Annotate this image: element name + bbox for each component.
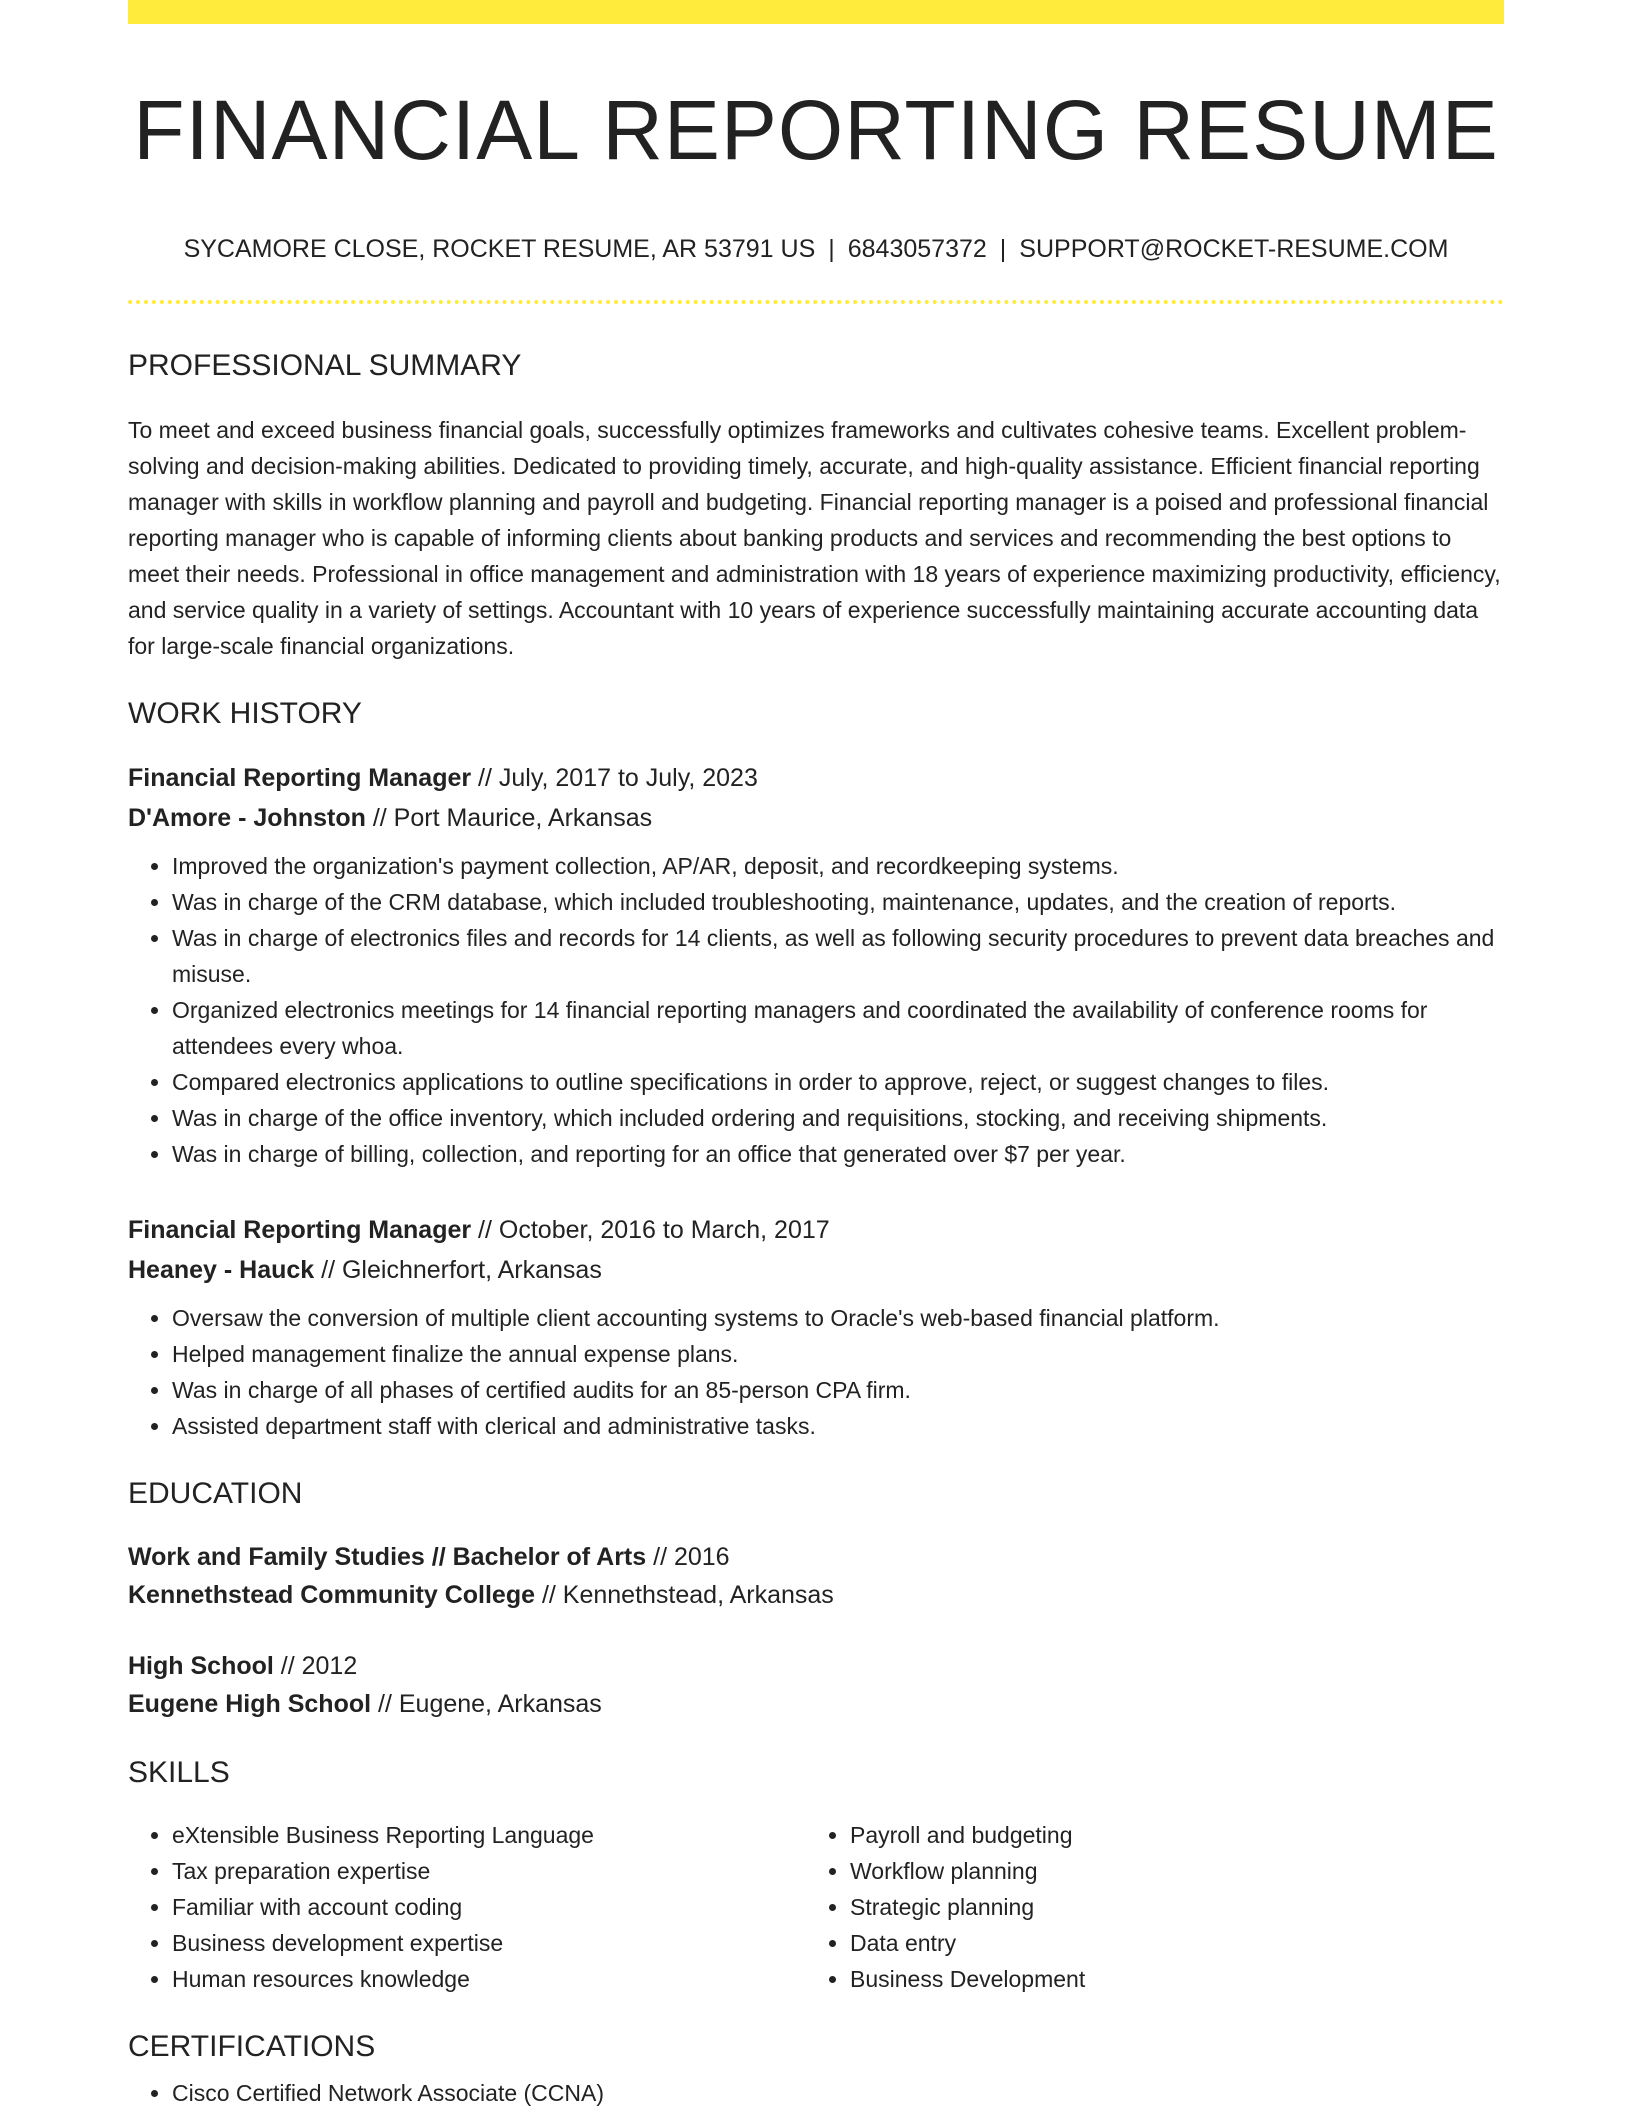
job-title: Financial Reporting Manager bbox=[128, 1216, 472, 1245]
job-title-line bbox=[128, 1210, 1504, 1250]
list-item: • Was in charge of the CRM database, which included troubleshooting, maintenance, updates, and the creation of reports. bbox=[172, 884, 1504, 920]
education-entry bbox=[128, 1538, 1504, 1614]
job-title-line bbox=[128, 758, 1504, 798]
job-bullets bbox=[128, 848, 1504, 1172]
list-item: • Organized electronics meetings for 14 financial reporting managers and coordinated the availability of conference rooms for attendees every whoa. bbox=[172, 992, 1504, 1064]
education-school: Kennethstead Community College bbox=[128, 1581, 535, 1610]
skills-column-left bbox=[128, 1817, 806, 1997]
list-item: • Tax preparation expertise bbox=[172, 1853, 806, 1889]
list-item: • Data entry bbox=[850, 1925, 1484, 1961]
list-item: • Was in charge of all phases of certified audits for an 85-person CPA firm. bbox=[172, 1372, 1504, 1408]
contact-line bbox=[128, 234, 1504, 264]
dotted-divider bbox=[128, 300, 1504, 304]
list-item: • Business Development bbox=[850, 1961, 1484, 1997]
job-company: D'Amore - Johnston bbox=[128, 804, 366, 833]
list-item: • Workflow planning bbox=[850, 1853, 1484, 1889]
education-entry bbox=[128, 1647, 1504, 1723]
skills-columns bbox=[128, 1817, 1504, 1997]
resume-title: FINANCIAL REPORTING RESUME bbox=[133, 83, 1499, 177]
list-item: • Was in charge of electronics files and records for 14 clients, as well as following security procedures to prevent data breaches and misuse. bbox=[172, 920, 1504, 992]
list-item: • Payroll and budgeting bbox=[850, 1817, 1484, 1853]
education-year: // 2012 bbox=[273, 1652, 358, 1681]
education-school: Eugene High School bbox=[128, 1690, 372, 1719]
list-item: • Oversaw the conversion of multiple client accounting systems to Oracle's web-based financial platform. bbox=[172, 1300, 1504, 1336]
job-bullets bbox=[128, 1300, 1504, 1444]
education-location: // Eugene, Arkansas bbox=[371, 1690, 602, 1719]
education-degree-line bbox=[128, 1647, 1504, 1685]
list-item: • Compared electronics applications to outline specifications in order to approve, reject, or suggest changes to files. bbox=[172, 1064, 1504, 1100]
job-entry bbox=[128, 1210, 1504, 1444]
list-item: • Was in charge of billing, collection, and reporting for an office that generated over $7 per year. bbox=[172, 1136, 1504, 1172]
job-dates: // July, 2017 to July, 2023 bbox=[471, 764, 758, 793]
job-title: Financial Reporting Manager bbox=[128, 764, 472, 793]
education-location: // Kennethstead, Arkansas bbox=[535, 1581, 834, 1610]
job-company: Heaney - Hauck bbox=[128, 1256, 315, 1285]
education-heading: EDUCATION bbox=[128, 1477, 303, 1511]
education-school-line bbox=[128, 1685, 1504, 1723]
education-school-line bbox=[128, 1576, 1504, 1614]
list-item: • eXtensible Business Reporting Language bbox=[172, 1817, 806, 1853]
resume-page bbox=[128, 0, 1504, 2111]
skills-list bbox=[128, 1817, 806, 1997]
education-degree: High School bbox=[128, 1652, 274, 1681]
contact-separator: | bbox=[828, 235, 835, 264]
job-company-line bbox=[128, 798, 1504, 838]
list-item: • Was in charge of the office inventory, which included ordering and requisitions, stocking, and receiving shipments. bbox=[172, 1100, 1504, 1136]
list-item: • Familiar with account coding bbox=[172, 1889, 806, 1925]
certifications-list bbox=[128, 2075, 1504, 2111]
list-item: • Business development expertise bbox=[172, 1925, 806, 1961]
skills-column-right bbox=[806, 1817, 1484, 1997]
list-item: • Assisted department staff with clerical and administrative tasks. bbox=[172, 1408, 1504, 1444]
education-year: // 2016 bbox=[646, 1543, 730, 1572]
certifications-heading: CERTIFICATIONS bbox=[128, 2030, 376, 2064]
contact-address: SYCAMORE CLOSE, ROCKET RESUME, AR 53791 US bbox=[183, 235, 816, 264]
contact-phone: 6843057372 bbox=[847, 235, 987, 264]
job-location: // Gleichnerfort, Arkansas bbox=[314, 1256, 602, 1285]
job-company-line bbox=[128, 1250, 1504, 1290]
summary-text: To meet and exceed business financial goals, successfully optimizes frameworks and cultivates cohesive teams. Excellent problem-solving and decision-making abilities. Dedicated to providing timely, accurate, and high-quality assistance. Efficient financial reporting manager with skills in workflow planning and payroll and budgeting. Financial reporting manager is a poised and professional financial reporting manager who is capable of informing clients about banking products and services and recommending the best options to meet their needs. Professional in office management and administration with 18 years of experience maximizing productivity, efficiency, and service quality in a variety of settings. Accountant with 10 years of experience successfully maintaining accurate accounting data for large-scale financial organizations. bbox=[128, 417, 1501, 660]
job-location: // Port Maurice, Arkansas bbox=[365, 804, 653, 833]
education-degree: Work and Family Studies // Bachelor of Arts bbox=[128, 1543, 647, 1572]
summary-heading: PROFESSIONAL SUMMARY bbox=[128, 349, 522, 383]
job-entry bbox=[128, 758, 1504, 1172]
work-history-heading: WORK HISTORY bbox=[128, 697, 362, 731]
skills-list bbox=[806, 1817, 1484, 1997]
list-item: • Human resources knowledge bbox=[172, 1961, 806, 1997]
list-item: • Strategic planning bbox=[850, 1889, 1484, 1925]
accent-bar bbox=[128, 0, 1504, 24]
contact-email[interactable]: SUPPORT@ROCKET-RESUME.COM bbox=[1019, 235, 1449, 264]
skills-heading: SKILLS bbox=[128, 1756, 230, 1790]
list-item: • Cisco Certified Network Associate (CCNA) bbox=[172, 2075, 1504, 2111]
list-item: • Improved the organization's payment collection, AP/AR, deposit, and recordkeeping systems. bbox=[172, 848, 1504, 884]
job-dates: // October, 2016 to March, 2017 bbox=[471, 1216, 830, 1245]
list-item: • Helped management finalize the annual expense plans. bbox=[172, 1336, 1504, 1372]
education-degree-line bbox=[128, 1538, 1504, 1576]
contact-separator: | bbox=[999, 235, 1007, 264]
